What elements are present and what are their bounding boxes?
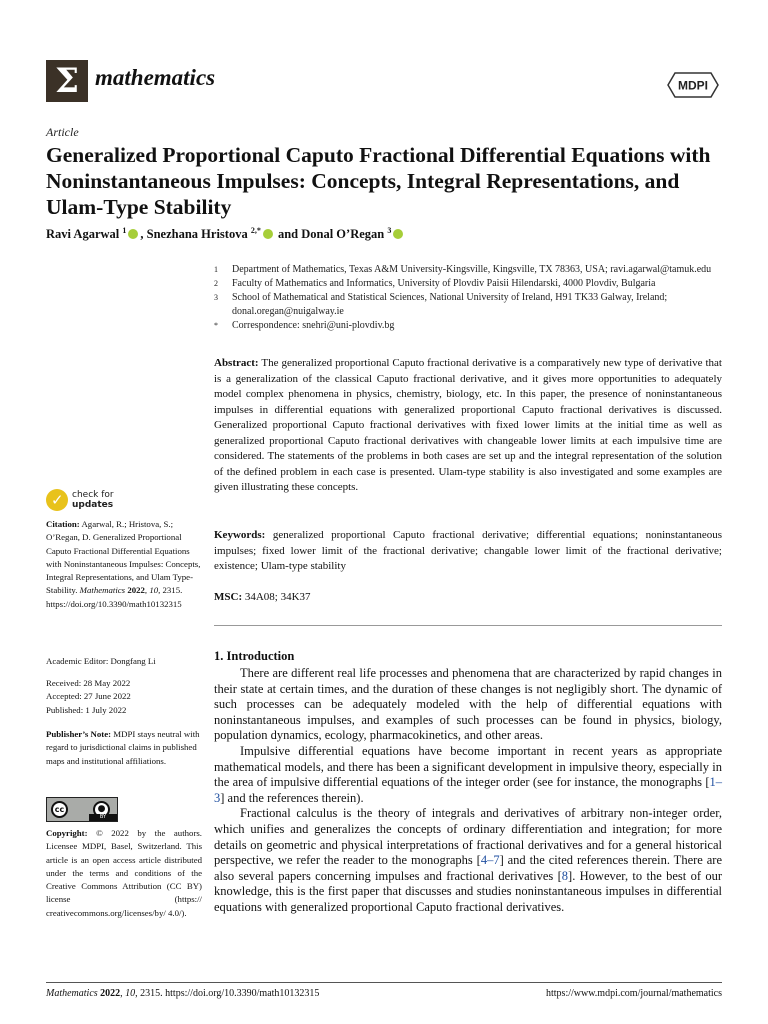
check-updates-label [72, 490, 132, 510]
abstract-label: Abstract: [214, 357, 259, 369]
abstract [214, 356, 722, 496]
affiliation-number: 2 [214, 279, 218, 288]
citation-journal: Mathematics [79, 585, 126, 596]
reference-link[interactable]: 8 [561, 868, 569, 883]
author-list [46, 226, 405, 242]
keywords-text: generalized proportional Caputo fractional derivative; differential equations; noninstantaneous impulses; fixed lower limit of the fractional derivative; changable lower limit of the fractional derivative; existence; Ulam-type stability [214, 529, 723, 572]
orcid-icon[interactable] [263, 229, 273, 239]
keywords [214, 528, 722, 575]
affiliation-text: School of Mathematical and Statistical Sciences, National University of Ireland, H91 TK33 Galway, Ireland; donal.oregan@nuigalway.ie [232, 292, 668, 317]
affiliation-text: Faculty of Mathematics and Informatics, University of Plovdiv Paisii Hilendarski, 4000 Plovdiv, Bulgaria [232, 278, 656, 289]
academic-editor: Academic Editor: Dongfang Li [46, 656, 156, 666]
reference-link[interactable]: 4–7 [480, 853, 500, 868]
paragraph: There are different real life processes and phenomena that are characterized by rapid changes in their state at certain times, and the duration of these changes is not negligibly short. The dynamic of such processes can be adequately modeled with the help of differential equations with noninstantaneous impulses, and examples of such processes can be found in physics, biology, population dynamics, ecology, pharmacokinetics, and other areas. [214, 666, 722, 743]
publication-dates [46, 677, 202, 717]
citation-label: Citation: [46, 519, 80, 529]
affiliation-number: 1 [214, 265, 218, 274]
person-icon: ● [93, 801, 110, 818]
cc-by-license-badge[interactable] [46, 797, 118, 822]
affiliation-item [214, 263, 724, 277]
citation: Citation: Agarwal, R.; Hristova, S.; O’Regan, D. Generalized Proportional Caputo Fractional Differential Equations with Noninstantaneous Impulses: Concepts, Integral Representations, and Ulam Type-Stability. Mathematics 2022, 10, 2315. https://doi.org/10.3390/math10132315 [46, 519, 201, 609]
affiliation-number: * [214, 321, 218, 330]
copyright-notice [46, 827, 202, 920]
footer-doi[interactable]: , 2315. https://doi.org/10.3390/math10132315 [135, 988, 320, 999]
affiliation-item [214, 277, 724, 291]
cc-icon: cc [51, 801, 68, 818]
keywords-label: Keywords: [214, 529, 266, 541]
accepted-date: Accepted: 27 June 2022 [46, 691, 131, 702]
check-updates-icon: ✓ [46, 489, 68, 511]
citation-text: Agarwal, R.; Hristova, S.; O’Regan, D. Generalized Proportional Caputo Fractional Differential Equations with Noninstantaneous Impulses: Concepts, Integral Representations, and Ulam Type-Stability. [46, 519, 201, 596]
mdpi-logo-text: MDPI [678, 78, 708, 93]
footer-journal-url[interactable]: https://www.mdpi.com/journal/mathematics [546, 988, 722, 999]
by-label: BY [89, 814, 117, 821]
copyright-text: © 2022 by the authors. Licensee MDPI, Basel, Switzerland. This article is an open access article distributed under the terms and conditions of the Creative Commons Attribution (CC BY) license (https:// creativecommons.org/licenses/by/ 4.0/). [46, 828, 203, 918]
abstract-text: The generalized proportional Caputo fractional derivative is a comparatively new type of derivative that is a generalization of the classical Caputo fractional derivative, and it gives more opportunities to adequately model complex phenomena in physics, chemistry, biology, etc. In this paper, the presence of noninstantaneous impulses in differential equations with generalized proportional Caputo fractional derivatives is discussed. Generalized proportional Caputo fractional derivatives with fixed lower limits at the initial time as well as generalized proportional Caputo fractional derivatives with changeable lower limits at each impulsive time are considered. The statements of the problems in both cases are set up and the integral representation of the solution of the defined problem in each case is presented. Ulam-type stability is also investigated and some examples are given illustrating these concepts. [214, 357, 722, 493]
correspondence [214, 319, 724, 333]
journal-name: mathematics [95, 65, 216, 90]
correspondence-text: Correspondence: snehri@uni-plovdiv.bg [232, 320, 395, 331]
paragraph-text: ] and the cited references therein. There are also several papers concerning impulses and fractional derivatives [ [214, 853, 722, 883]
footer-citation: Mathematics 2022, 10, 2315. https://doi.org/10.3390/math10132315 [46, 988, 320, 999]
copyright-label: Copyright: [46, 828, 88, 838]
mdpi-logo [667, 72, 719, 98]
paragraph-text: Fractional calculus is the theory of integrals and derivatives of arbitrary non-integer order, which unifies and generalizes the concepts of ordinary differentiation and integration; for more details on geometric and physical interpretations of fractional derivatives and for a general historical perspective, we refer the reader to the monographs [ [214, 806, 722, 868]
msc-label: MSC: [214, 591, 243, 603]
section-divider [214, 625, 722, 626]
reference-link[interactable]: 1–3 [214, 775, 722, 805]
check-updates-line: check for [72, 490, 114, 500]
check-updates-line: updates [72, 500, 114, 510]
citation-volume: 10 [149, 585, 159, 596]
paragraph-text: ]. However, to the best of our knowledge, this is the first paper that discusses and studies noninstantaneous impulses in differential equations with generalized proportional Caputo fractional derivatives. [214, 868, 722, 914]
section-heading: 1. Introduction [214, 649, 295, 663]
footer-divider [46, 982, 722, 983]
footer-journal: Mathematics [46, 988, 98, 999]
author-name[interactable]: Ravi Agarwal [46, 227, 120, 242]
paragraph [214, 744, 722, 806]
affiliation-number: 3 [214, 293, 218, 302]
orcid-icon[interactable] [128, 229, 138, 239]
citation-year: 2022 [127, 585, 145, 596]
citation-doi[interactable]: , 2315. https://doi.org/10.3390/math10132315 [46, 585, 183, 609]
paragraph-text: Impulsive differential equations have become important in recent years as appropriate mathematical models, and there has been a significant development in impulsive theory, especially in the area of impulsive differential equations of the integer order (see for instance, the monographs [ [214, 743, 722, 790]
msc-codes [214, 590, 722, 606]
author-affiliation-sup: 1 [122, 226, 127, 235]
introduction-body [214, 666, 722, 916]
author-name[interactable]: Snezhana Hristova [146, 227, 248, 242]
received-date: Received: 28 May 2022 [46, 678, 131, 688]
paragraph-text: ] and the references therein). [220, 790, 364, 805]
article-type: Article [46, 125, 79, 139]
affiliation-item [214, 291, 724, 319]
orcid-icon[interactable] [393, 229, 403, 239]
publishers-note-text: MDPI stays neutral with regard to jurisdictional claims in published maps and institutional affiliations. [46, 729, 200, 766]
footer-year: 2022 [100, 988, 121, 999]
affiliations [214, 263, 724, 333]
published-date: Published: 1 July 2022 [46, 704, 127, 715]
author-affiliation-sup: 2,* [250, 226, 261, 235]
affiliation-text: Department of Mathematics, Texas A&M University-Kingsville, Kingsville, TX 78363, USA; ravi.agarwal@tamuk.edu [232, 264, 712, 275]
publishers-note [46, 728, 202, 768]
author-separator: and [274, 227, 302, 242]
sigma-logo-icon: Σ [54, 61, 80, 101]
author-affiliation-sup: 3 [387, 226, 392, 235]
author-name[interactable]: Donal O’Regan [301, 227, 385, 242]
author-separator: , [140, 227, 147, 242]
msc-text: 34A08; 34K37 [244, 591, 311, 603]
journal-logo [46, 60, 88, 102]
paragraph [214, 806, 722, 915]
paper-title: Generalized Proportional Caputo Fractional Differential Equations with Noninstantaneous Impulses: Concepts, Integral Representations, and Ulam-Type Stability [46, 143, 711, 219]
publishers-note-label: Publisher’s Note: [46, 729, 112, 739]
footer-volume: 10 [125, 988, 136, 999]
